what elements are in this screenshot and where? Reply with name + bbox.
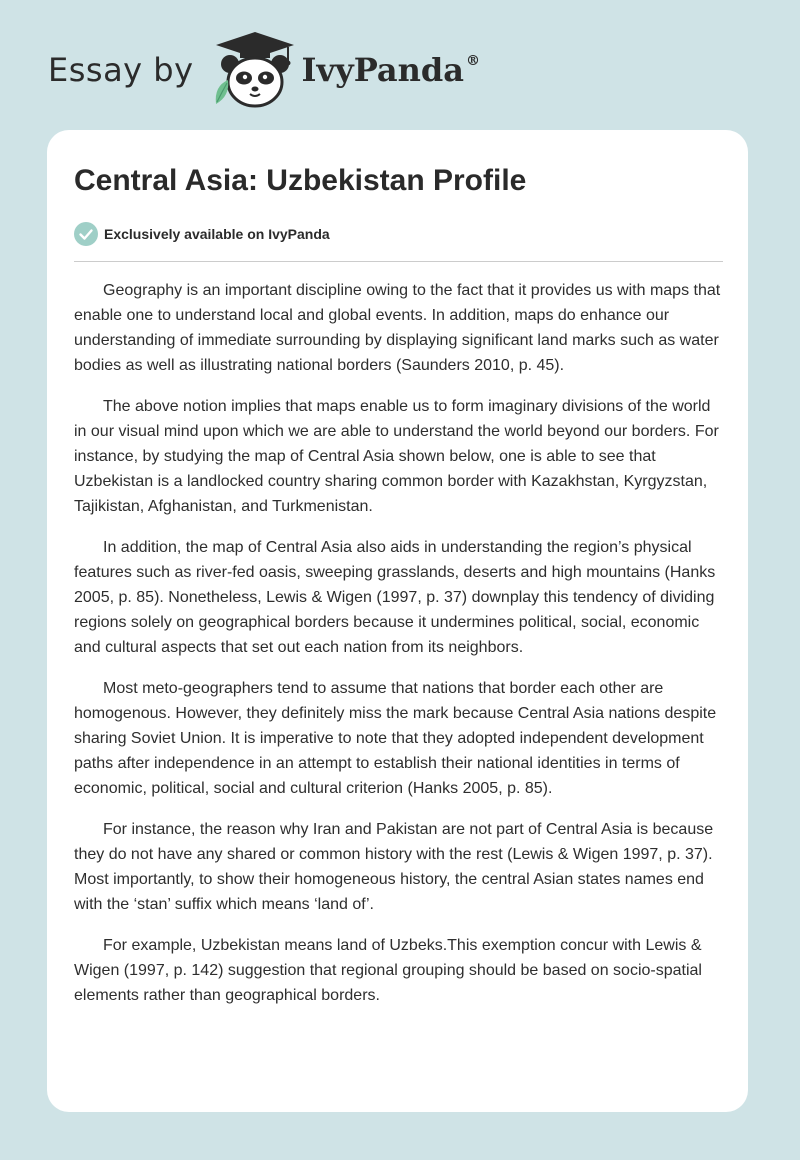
exclusive-badge bbox=[74, 222, 330, 246]
divider bbox=[74, 261, 723, 262]
article-paragraph: For instance, the reason why Iran and Pakistan are not part of Central Asia is because they do not have any shared or common history with the rest (Lewis & Wigen 1997, p. 37). Most importantly, to show their homogeneous history, the central Asian states names end with the ‘stan’ suffix which means ‘land of’. bbox=[74, 821, 714, 913]
article-card bbox=[47, 130, 748, 1112]
site-header bbox=[48, 28, 480, 112]
article-paragraph: The above notion implies that maps enable us to form imaginary divisions of the world in our visual mind upon which we are able to understand the world beyond our borders. For instance, by studying the map of Central Asia shown below, one is able to see that Uzbekistan is a landlocked country sharing common border with Kazakhstan, Kyrgyzstan, Tajikistan, Afghanistan, and Turkmenistan. bbox=[74, 398, 719, 515]
article-paragraph: For example, Uzbekistan means land of Uzbeks.This exemption concur with Lewis & Wigen (1997, p. 142) suggestion that regional grouping should be based on socio-spatial elements rather than geographical borders. bbox=[74, 937, 702, 1004]
article-paragraph: In addition, the map of Central Asia also aids in understanding the region’s physical features such as river-fed oasis, sweeping grasslands, deserts and high mountains (Hanks 2005, p. 85). Nonetheless, Lewis & Wigen (1997, p. 37) downplay this tendency of dividing regions solely on geographical borders because it undermines political, social, economic and cultural aspects that set out each nation from its neighbors. bbox=[74, 539, 716, 656]
exclusive-label: Exclusively available on IvyPanda bbox=[104, 226, 330, 242]
brand-name[interactable] bbox=[302, 51, 480, 89]
article-body bbox=[74, 278, 726, 1024]
page-title: Central Asia: Uzbekistan Profile bbox=[74, 164, 527, 197]
article-paragraph: Geography is an important discipline owing to the fact that it provides us with maps that enable one to understand local and global events. In addition, maps do enhance our understanding of immediate surrounding by displaying significant land marks such as water bodies as well as illustrating national borders (Saunders 2010, p. 45). bbox=[74, 282, 721, 374]
check-circle-icon bbox=[74, 222, 98, 246]
brand-text: IvyPanda bbox=[301, 51, 464, 89]
registered-mark: ® bbox=[466, 53, 480, 69]
panda-logo-icon[interactable] bbox=[210, 28, 300, 112]
article-paragraph: Most meto-geographers tend to assume that nations that border each other are homogenous. However, they definitely miss the mark because Central Asia nations despite sharing Soviet Union. It is imperative to note that they adopted independent development paths after independence in an attempt to establish their national identities in terms of economic, political, social and cultural criterion (Hanks 2005, p. 85). bbox=[74, 680, 717, 797]
essay-by-label: Essay by bbox=[48, 51, 194, 89]
